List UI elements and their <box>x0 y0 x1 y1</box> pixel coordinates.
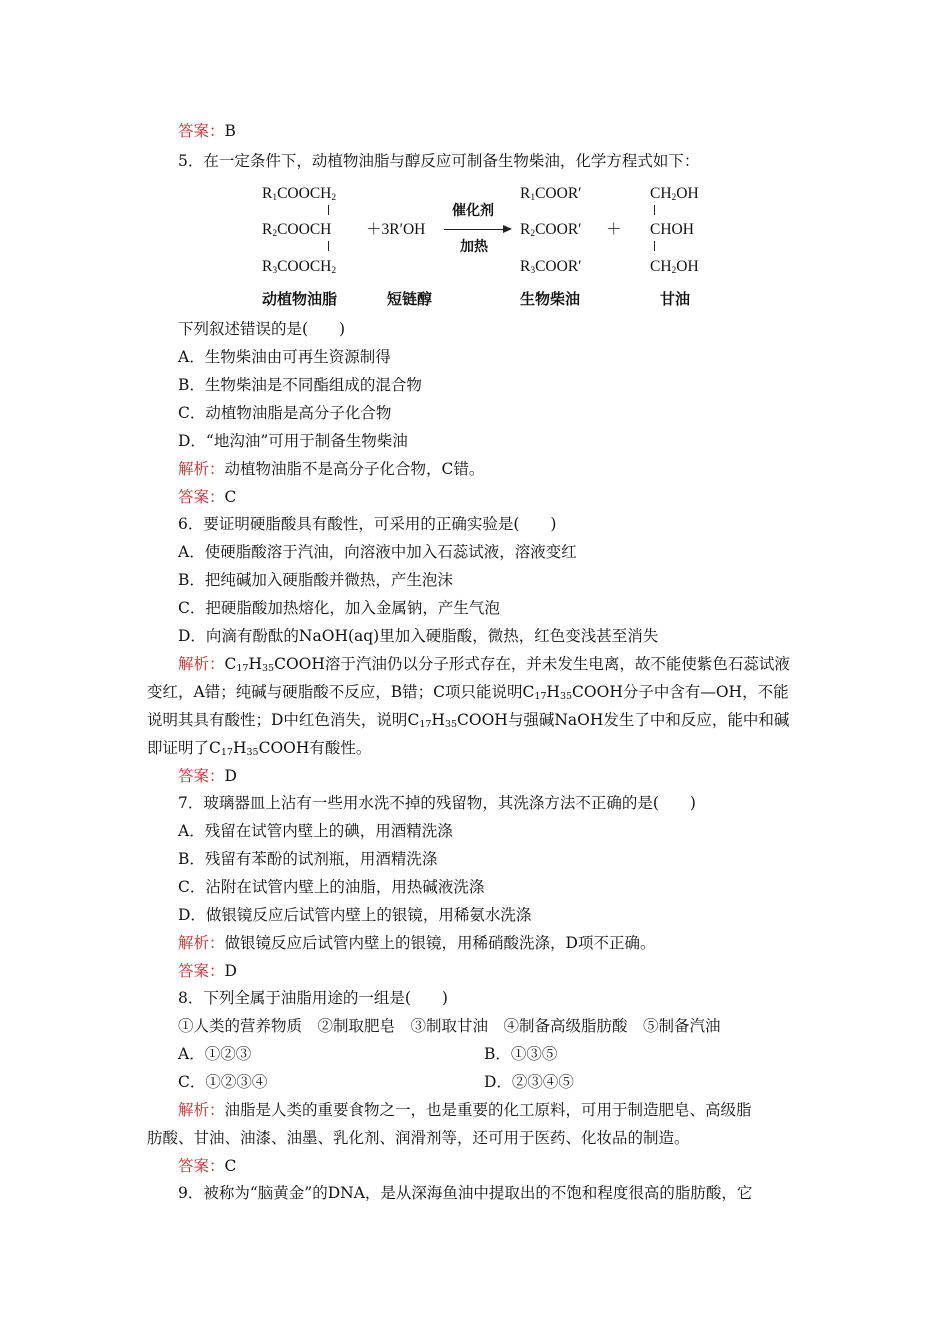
product-line-2: $R_2COOR'$ <box>520 221 582 239</box>
q6-option-c: C．把硬脂酸加热熔化，加入金属钠，产生气泡 <box>178 599 500 617</box>
q6-option-a: A．使硬脂酸溶于汽油，向溶液中加入石蕊试液，溶液变红 <box>178 543 577 561</box>
q8-option-b: B．①③⑤ <box>484 1045 558 1063</box>
reactant-line-2: $R_2COOCH$ <box>262 221 332 239</box>
q5-analysis: 解析：动植物油脂不是高分子化合物，C错。 <box>178 460 485 478</box>
product-line-3: $R_3COOR'$ <box>520 258 582 276</box>
q9-stem: 9．被称为“脑黄金”的DNA，是从深海鱼油中提取出的不饱和程度很高的脂肪酸，它 <box>178 1184 753 1202</box>
q8-answer: 答案：C <box>178 1157 237 1175</box>
q6-analysis-line-1: 解析：$C_{17}H_{35}COOH$溶于汽油仍以分子形式存在，并未发生电离，故不能使紫色石蕊试液 <box>178 655 790 674</box>
heat-label: 加热 <box>460 239 488 255</box>
q7-option-c: C．沾附在试管内壁上的油脂，用热碱液洗涤 <box>178 878 485 896</box>
q8-items: ①人类的营养物质 ②制取肥皂 ③制取甘油 ④制备高级脂肪酸 ⑤制备汽油 <box>178 1017 721 1035</box>
name-biodiesel: 生物柴油 <box>520 290 581 308</box>
glycerol-line-1: $CH_2OH$ <box>650 185 699 203</box>
name-alcohol: 短链醇 <box>387 290 433 308</box>
answer-label: 答案： <box>178 488 225 506</box>
name-fat: 动植物油脂 <box>262 290 338 308</box>
analysis-label: 解析： <box>178 655 225 673</box>
q8-option-a: A．①②③ <box>178 1045 252 1063</box>
reactant-line-3: $R_3COOCH_2$ <box>262 258 337 276</box>
q7-option-a: A．残留在试管内壁上的碘，用酒精洗涤 <box>178 822 453 840</box>
q6-answer: 答案：D <box>178 767 237 785</box>
q8-stem: 8．下列全属于油脂用途的一组是( ) <box>178 989 448 1007</box>
bond <box>328 241 329 251</box>
q5-option-a: A．生物柴油由可再生资源制得 <box>178 348 391 366</box>
answer-label: 答案： <box>178 122 225 140</box>
q6-option-b: B．把纯碱加入硬脂酸并微热，产生泡沫 <box>178 571 453 589</box>
analysis-label: 解析： <box>178 1101 225 1119</box>
q7-option-d: D．做银镜反应后试管内壁上的银镜，用稀氨水洗涤 <box>178 906 532 924</box>
q6-analysis-line-2: 变红，A错；纯碱与硬脂酸不反应，B错；C项只能说明$C_{17}H_{35}COOH$分子中含有—OH，不能 <box>147 683 789 702</box>
q6-analysis-line-4: 即证明了$C_{17}H_{35}COOH$有酸性。 <box>147 739 372 758</box>
analysis-label: 解析： <box>178 460 225 478</box>
q7-analysis: 解析：做银镜反应后试管内壁上的银镜，用稀硝酸洗涤，D项不正确。 <box>178 934 656 952</box>
q6-option-d: D．向滴有酚酞的NaOH(aq)里加入硬脂酸，微热，红色变浅甚至消失 <box>178 627 659 645</box>
q6-analysis-line-3: 说明其具有酸性；D中红色消失，说明$C_{17}H_{35}COOH$与强碱NaOH发生了中和反应，能中和碱 <box>147 711 790 730</box>
q7-answer: 答案：D <box>178 962 237 980</box>
catalyst-label: 催化剂 <box>452 203 494 219</box>
q8-option-c: C．①②③④ <box>178 1073 268 1091</box>
answer-value: B <box>224 122 236 140</box>
answer-label: 答案： <box>178 767 225 785</box>
q5-answer: 答案：C <box>178 488 237 506</box>
bond <box>654 241 655 251</box>
arrow-head <box>503 225 512 233</box>
plus-sign: ＋ <box>606 221 622 238</box>
analysis-label: 解析： <box>178 934 225 952</box>
q5-question: 下列叙述错误的是( ) <box>178 320 346 338</box>
answer-label: 答案： <box>178 962 225 980</box>
bond <box>654 205 655 215</box>
q8-option-d: D．②③④⑤ <box>484 1073 574 1091</box>
bond <box>328 205 329 215</box>
name-glycerol: 甘油 <box>660 290 691 308</box>
q5-option-c: C．动植物油脂是高分子化合物 <box>178 404 392 422</box>
alcohol-reactant: ＋3R′OH <box>366 221 426 238</box>
glycerol-line-3: $CH_2OH$ <box>650 258 699 276</box>
q8-analysis-line-1: 解析：油脂是人类的重要食物之一，也是重要的化工原料，可用于制造肥皂、高级脂 <box>178 1101 752 1119</box>
product-line-1: $R_1COOR'$ <box>520 185 582 203</box>
reaction-arrow <box>444 229 504 230</box>
q7-option-b: B．残留有苯酚的试剂瓶，用酒精洗涤 <box>178 850 438 868</box>
q7-stem: 7．玻璃器皿上沾有一些用水洗不掉的残留物，其洗涤方法不正确的是( ) <box>178 794 696 812</box>
answer-label: 答案： <box>178 1157 225 1175</box>
answer-line <box>178 120 236 142</box>
q5-option-b: B．生物柴油是不同酯组成的混合物 <box>178 376 422 394</box>
q5-option-d: D．“地沟油”可用于制备生物柴油 <box>178 432 408 450</box>
reactant-line-1: $R_1COOCH_2$ <box>262 185 337 203</box>
q8-analysis-line-2: 肪酸、甘油、油漆、油墨、乳化剂、润滑剂等，还可用于医药、化妆品的制造。 <box>147 1129 690 1147</box>
q5-stem: 5．在一定条件下，动植物油脂与醇反应可制备生物柴油，化学方程式如下： <box>178 152 700 170</box>
glycerol-line-2: CHOH <box>650 221 694 238</box>
q6-stem: 6．要证明硬脂酸具有酸性，可采用的正确实验是( ) <box>178 515 557 533</box>
